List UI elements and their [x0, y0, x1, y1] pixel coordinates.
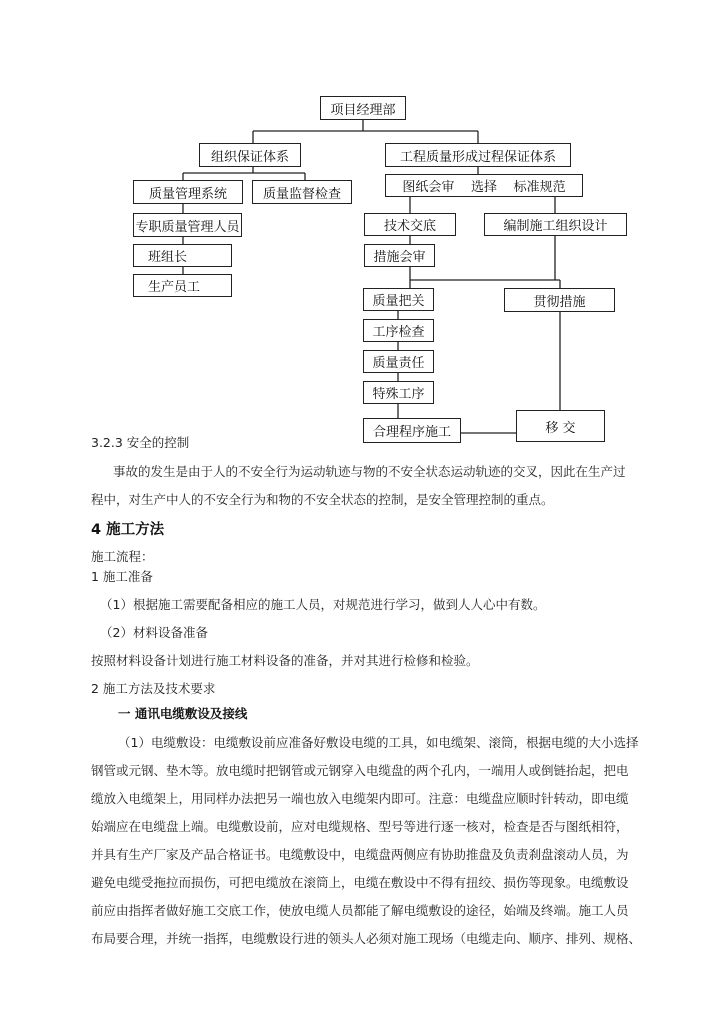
flow-box-implement: 贯彻措施	[504, 288, 615, 312]
prep-item-2-text: 按照材料设备计划进行施工材料设备的准备，并对其进行检修和检验。	[91, 653, 479, 668]
selection-label: 选择	[470, 180, 497, 195]
flow-box-reasonable: 合理程序施工	[363, 418, 461, 443]
prep-heading: 1 施工准备	[91, 569, 153, 584]
method-heading: 2 施工方法及技术要求	[91, 681, 216, 696]
flow-box-worker: 生产员工	[133, 274, 232, 297]
cable-line-4: 始端应在电缆盘上端。电缆敷设前，应对电缆规格、型号等进行逐一核对，检查是否与图纸相符，	[91, 819, 629, 834]
cable-line-7: 前应由指挥者做好施工交底工作，使放电缆人员都能了解电缆敷设的途径，始端及终端。施工人员	[91, 903, 629, 918]
cable-line-1: （1）电缆敷设：电缆敷设前应准备好敷设电缆的工具，如电缆架、滚筒，根据电缆的大小选择	[118, 735, 639, 750]
flow-box-qsi: 质量监督检查	[252, 180, 352, 204]
cable-line-2: 钢管或元钢、垫木等。放电缆时把钢管或元钢穿入电缆盘的两个孔内，一端用人或倒链抬起，把电	[91, 763, 629, 778]
cable-line-8: 布局要合理，并统一指挥，电缆敷设行进的领头人必须对施工现场（电缆走向、顺序、排列、规格、	[91, 931, 642, 946]
safety-para-line-1: 事故的发生是由于人的不安全行为运动轨迹与物的不安全状态运动轨迹的交叉，因此在生产过	[113, 464, 626, 479]
flow-box-process-check: 工序检查	[363, 319, 434, 342]
drawing-review-label: 图纸会审	[402, 180, 455, 195]
flow-box-staff: 专职质量管理人员	[133, 213, 242, 237]
section-3-2-3: 3.2.3 安全的控制	[91, 435, 190, 450]
safety-para-line-2: 程中，对生产中人的不安全行为和物的不安全状态的控制，是安全管理控制的重点。	[91, 492, 554, 507]
subsection-heading: 一 通讯电缆敷设及接线	[118, 706, 248, 721]
flow-box-handover: 移 交	[516, 410, 605, 442]
flow-box-team-leader: 班组长	[133, 244, 232, 267]
flow-box-tech-brief: 技术交底	[364, 213, 456, 236]
cable-line-6: 避免电缆受拖拉而损伤，可把电缆放在滚筒上，电缆在敷设中不得有扭绞、损伤等现象。电缆敷设	[91, 875, 629, 890]
flow-box-qms: 质量管理系统	[133, 180, 243, 204]
flow-label: 施工流程：	[91, 549, 154, 564]
flow-box-quality-system: 工程质量形成过程保证体系	[385, 143, 571, 167]
flow-box-drawing-review	[385, 174, 583, 197]
flow-box-special: 特殊工序	[363, 381, 434, 404]
prep-item-2: （2）材料设备准备	[100, 625, 208, 640]
flow-box-quality-resp: 质量责任	[363, 350, 434, 373]
flow-box-root: 项目经理部	[320, 96, 406, 120]
chapter-4-heading: 4 施工方法	[91, 522, 165, 538]
flow-box-measure-review: 措施会审	[364, 244, 435, 267]
flow-box-quality-check: 质量把关	[363, 288, 434, 311]
cable-line-3: 缆放入电缆架上，用同样办法把另一端也放入电缆架内即可。注意：电缆盘应顺时针转动，即电缆	[91, 791, 629, 806]
cable-line-5: 并具有生产厂家及产品合格证书。电缆敷设中，电缆盘两侧应有协助推盘及负责刹盘滚动人员，为	[91, 847, 629, 862]
prep-item-1: （1）根据施工需要配备相应的施工人员，对规范进行学习，做到人人心中有数。	[100, 597, 546, 612]
flow-box-org-design: 编制施工组织设计	[484, 213, 627, 236]
flow-box-org-system: 组织保证体系	[199, 143, 301, 167]
standard-spec-label: 标准规范	[513, 180, 566, 195]
